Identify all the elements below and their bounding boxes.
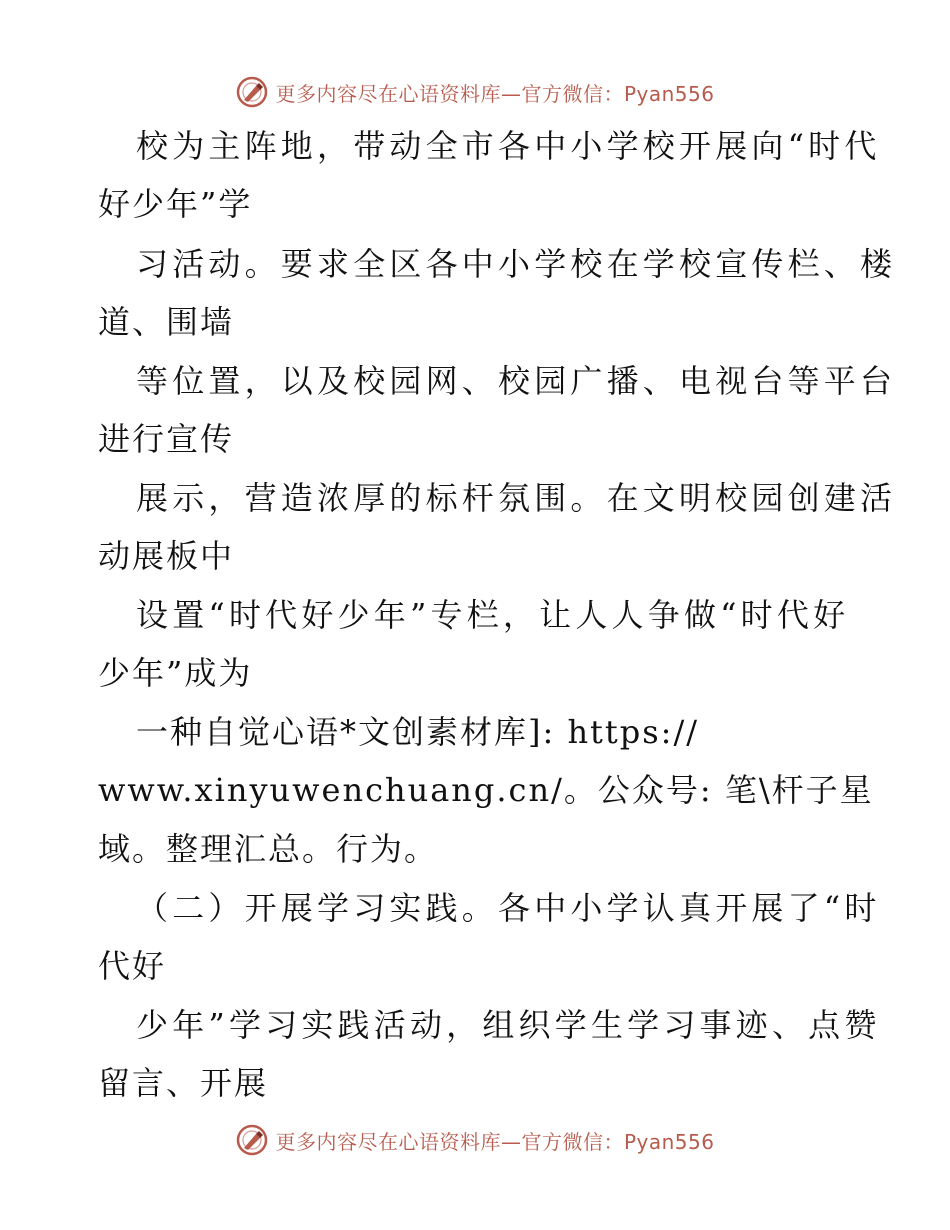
body-line: 等位置，以及校园网、校园广播、电视台等平台 bbox=[136, 362, 897, 400]
header-watermark bbox=[0, 72, 950, 112]
body-line: 展示，营造浓厚的标杆氛围。在文明校园创建活 bbox=[136, 479, 897, 517]
watermark-text: 更多内容尽在心语资料库—官方微信：Pyan556 bbox=[275, 1129, 715, 1154]
body-line: 代好 bbox=[98, 947, 167, 985]
pen-nib-logo-icon bbox=[235, 1123, 269, 1157]
body-line: （二）开展学习实践。各中小学认真开展了“时 bbox=[136, 889, 881, 927]
pen-nib-logo-icon bbox=[235, 75, 269, 109]
body-line: 少年”成为 bbox=[98, 654, 253, 692]
body-line: 动展板中 bbox=[98, 537, 235, 575]
body-line: 进行宣传 bbox=[98, 420, 235, 458]
body-line: 道、围墙 bbox=[98, 303, 235, 341]
body-line: 设置“时代好少年”专栏，让人人争做“时代好 bbox=[136, 596, 850, 634]
footer-watermark bbox=[0, 1120, 950, 1160]
body-line: 好少年”学 bbox=[98, 185, 253, 223]
body-line: 域。整理汇总。行为。 bbox=[98, 830, 439, 868]
body-line: 少年”学习实践活动，组织学生学习事迹、点赞 bbox=[136, 1006, 881, 1044]
body-line: 校为主阵地，带动全市各中小学校开展向“时代 bbox=[136, 127, 881, 165]
watermark-text: 更多内容尽在心语资料库—官方微信：Pyan556 bbox=[275, 81, 715, 106]
body-line: 习活动。要求全区各中小学校在学校宣传栏、楼 bbox=[136, 245, 897, 283]
body-line: 一种自觉心语*文创素材库]: https:// bbox=[136, 713, 700, 751]
body-line: 留言、开展 bbox=[98, 1064, 269, 1102]
body-line: www.xinyuwenchuang.cn/。公众号: 笔\杆子星 bbox=[98, 771, 874, 809]
